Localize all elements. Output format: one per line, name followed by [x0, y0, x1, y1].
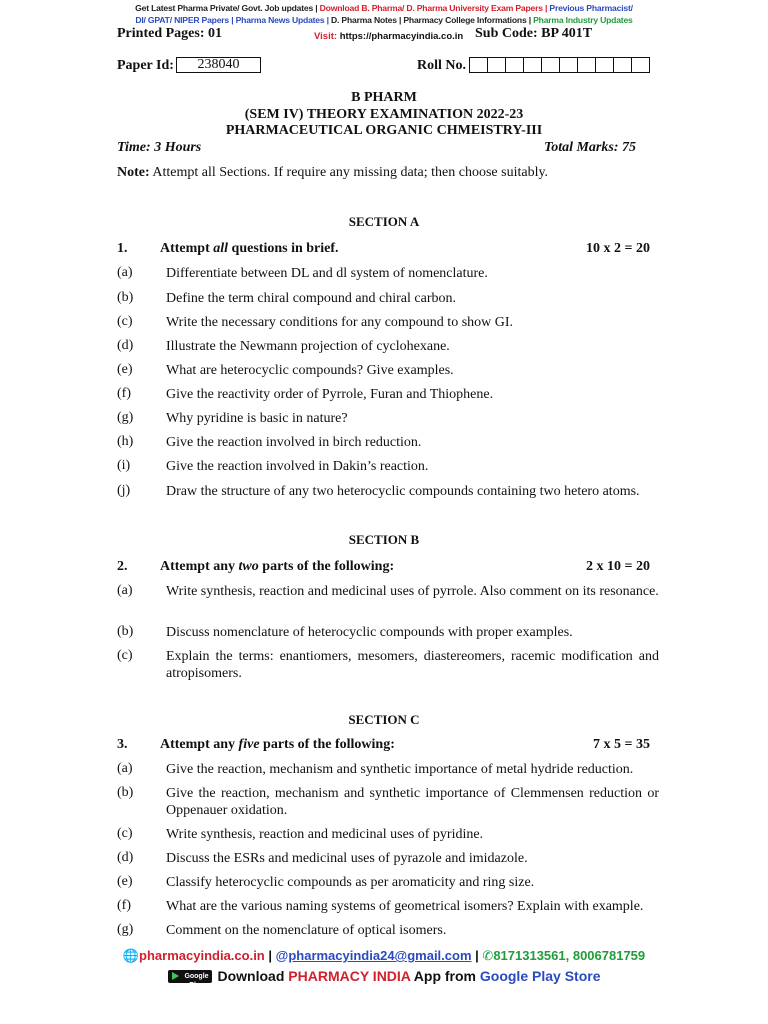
section-c-title: SECTION C — [348, 712, 420, 727]
q3g-label: (g) — [117, 922, 134, 937]
q2c-label: (c) — [117, 648, 133, 663]
section-a-title: SECTION A — [348, 214, 420, 229]
banner-job-updates: Get Latest Pharma Private/ Govt. Job updates | — [135, 3, 320, 13]
section-b-title: SECTION B — [348, 532, 420, 547]
q2c-text: Explain the terms: enantiomers, mesomers, diastereomers, racemic modification and atropisomers. — [166, 649, 659, 681]
footer-phones: 8171313561, 8006781759 — [493, 948, 646, 963]
q3d-text: Discuss the ESRs and medicinal uses of pyrazole and imidazole. — [166, 851, 528, 866]
download-brand: PHARMACY INDIA — [288, 968, 411, 984]
q3d-label: (d) — [117, 850, 134, 865]
question-2-marks: 2 x 10 = 20 — [586, 559, 650, 574]
q1b-text: Define the term chiral compound and chiral carbon. — [166, 291, 456, 306]
visit-label: Visit: — [314, 31, 340, 42]
footer-site-link[interactable]: pharmacyindia.co.in — [139, 948, 265, 963]
phone-icon: ✆ — [482, 948, 494, 963]
note-text: Attempt all Sections. If require any missing data; then choose suitably. — [149, 165, 549, 180]
google-play-badge-icon[interactable]: Google Play — [168, 970, 212, 983]
q1h-text: Give the reaction involved in birch reduction. — [166, 435, 422, 450]
promo-banner-line-2 — [0, 14, 768, 26]
q1e-text: What are heterocyclic compounds? Give examples. — [166, 363, 454, 378]
q2b-text: Discuss nomenclature of heterocyclic compounds with proper examples. — [166, 625, 573, 640]
q1j-label: (j) — [117, 483, 131, 498]
q3e-text: Classify heterocyclic compounds as per aromaticity and ring size. — [166, 875, 535, 890]
q1f-text: Give the reactivity order of Pyrrole, Furan and Thiophene. — [166, 387, 494, 402]
subject-title: PHARMACEUTICAL ORGANIC CHMEISTRY-III — [225, 123, 543, 138]
roll-no-boxes[interactable] — [470, 57, 650, 73]
download-text: Download — [217, 968, 289, 984]
paper-id-value: 238040 — [197, 57, 240, 72]
q1d-label: (d) — [117, 338, 134, 353]
banner-industry-updates[interactable]: Pharma Industry Updates — [533, 15, 633, 25]
roll-no-label: Roll No. — [417, 58, 466, 73]
q1b-label: (b) — [117, 290, 134, 305]
footer-email-link[interactable]: pharmacyindia24@gmail.com — [288, 948, 472, 963]
q1i-label: (i) — [117, 458, 131, 473]
q3c-label: (c) — [117, 826, 133, 841]
sub-code: Sub Code: BP 401T — [475, 26, 593, 41]
q3b-text: Give the reaction, mechanism and synthetic importance of Clemmensen reduction or Oppenauer oxidation. — [166, 786, 659, 818]
q1a-label: (a) — [117, 265, 133, 280]
q3f-text: What are the various naming systems of geometrical isomers? Explain with example. — [166, 899, 644, 914]
paper-id-box — [176, 57, 261, 73]
question-1-heading: Attempt all questions in brief. — [160, 241, 339, 256]
banner-notes[interactable]: D. Pharma Notes | Pharmacy College Informations | — [331, 15, 534, 25]
q2b-label: (b) — [117, 624, 134, 639]
q1f-label: (f) — [117, 386, 131, 401]
paper-id-label: Paper Id: — [117, 58, 174, 73]
q3c-text: Write synthesis, reaction and medicinal uses of pyridine. — [166, 827, 484, 842]
banner-previous-papers[interactable]: Previous Pharmacist/ — [549, 3, 633, 13]
question-3-marks: 7 x 5 = 35 — [593, 737, 650, 752]
q3b-label: (b) — [117, 785, 134, 800]
total-marks: Total Marks: 75 — [543, 140, 636, 155]
q1c-text: Write the necessary conditions for any compound to show GI. — [166, 315, 514, 330]
course-title: B PHARM — [351, 90, 417, 105]
q3f-label: (f) — [117, 898, 131, 913]
q1g-label: (g) — [117, 410, 134, 425]
printed-pages: Printed Pages: 01 — [117, 26, 222, 41]
download-mid-text: App from — [410, 968, 480, 984]
question-2-heading: Attempt any two parts of the following: — [160, 559, 395, 574]
q1g-text: Why pyridine is basic in nature? — [166, 411, 348, 426]
banner-news-updates[interactable]: Pharma News Updates | — [235, 15, 332, 25]
note — [117, 165, 548, 181]
q1a-text: Differentiate between DL and dl system of nomenclature. — [166, 266, 488, 281]
exam-title: (SEM IV) THEORY EXAMINATION 2022-23 — [244, 107, 524, 122]
visit-url[interactable]: https://pharmacyindia.co.in — [339, 31, 464, 42]
question-1-number: 1. — [117, 241, 128, 256]
footer-contact: 🌐pharmacyindia.co.in | @pharmacyindia24@gmail.com | ✆8171313561, 8006781759 — [122, 948, 646, 963]
exam-time: Time: 3 Hours — [117, 140, 202, 155]
q2a-label: (a) — [117, 583, 133, 598]
q3a-text: Give the reaction, mechanism and synthetic importance of metal hydride reduction. — [166, 762, 634, 777]
note-label: Note: — [117, 165, 150, 180]
question-3-number: 3. — [117, 737, 128, 752]
banner-exam-papers[interactable]: DI/ GPAT/ NIPER Papers | — [135, 15, 236, 25]
banner-download-papers[interactable]: Download B. Pharma/ D. Pharma University Exam Papers | — [319, 3, 550, 13]
promo-banner-line-1 — [0, 2, 768, 14]
q2a-text: Write synthesis, reaction and medicinal uses of pyrrole. Also comment on its resonance. — [166, 584, 659, 599]
visit-link[interactable] — [314, 31, 463, 42]
q1i-text: Give the reaction involved in Dakin’s reaction. — [166, 459, 429, 474]
q3e-label: (e) — [117, 874, 133, 889]
footer-download — [0, 968, 768, 989]
q1j-text: Draw the structure of any two heterocyclic compounds containing two hetero atoms. — [166, 484, 640, 499]
question-1-marks: 10 x 2 = 20 — [586, 241, 650, 256]
q1c-label: (c) — [117, 314, 133, 329]
question-2-number: 2. — [117, 559, 128, 574]
q1h-label: (h) — [117, 434, 134, 449]
q1d-text: Illustrate the Newmann projection of cyclohexane. — [166, 339, 450, 354]
q1e-label: (e) — [117, 362, 133, 377]
globe-icon: 🌐 — [122, 948, 140, 963]
google-play-store-link[interactable]: Google Play Store — [479, 968, 601, 984]
q3g-text: Comment on the nomenclature of optical isomers. — [166, 923, 447, 938]
email-icon: @ — [275, 948, 289, 963]
question-3-heading: Attempt any five parts of the following: — [160, 737, 395, 752]
q3a-label: (a) — [117, 761, 133, 776]
